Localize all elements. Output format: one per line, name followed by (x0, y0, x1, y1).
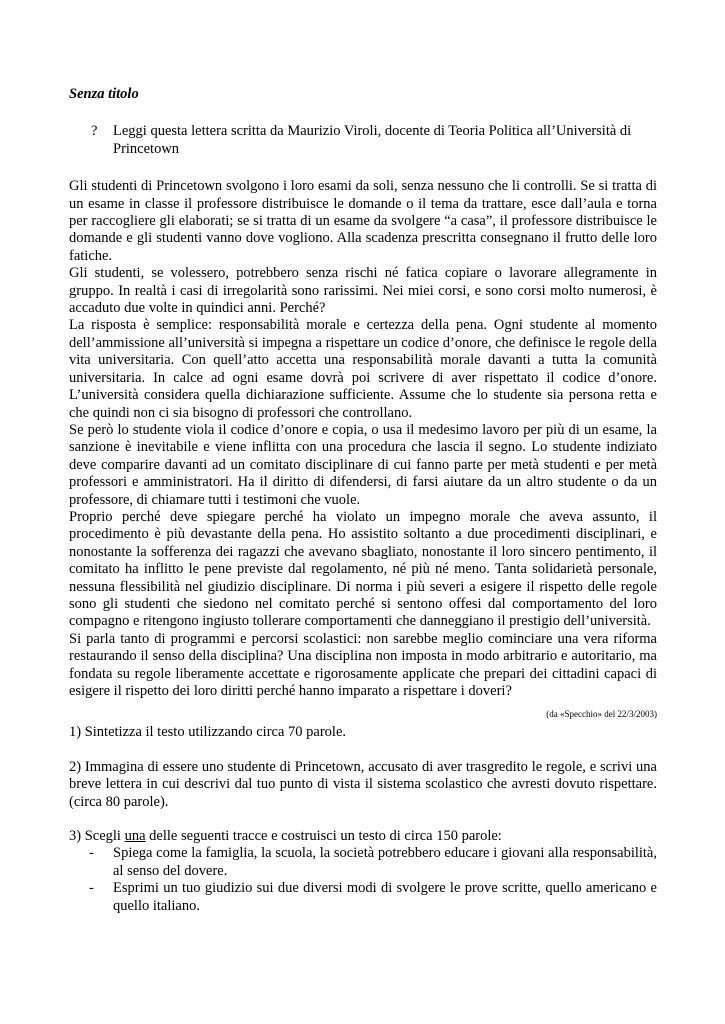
document-title: Senza titolo (69, 86, 139, 102)
letter-paragraph-1: Gli studenti di Princetown svolgono i loro esami da soli, senza nessuno che li controlli. Se si tratta di un esame in classe il professore distribuisce le domande o il tema da trattare, esce dall’aula e torna per raccogliere gli elaborati; se si tratta di un esame da svolgere “a casa”, il professore distribuisce le domande e gli studenti vanno dove vogliono. Alla scadenza prescritta consegnano il frutto delle loro fatiche. (69, 178, 657, 264)
letter-paragraph-6: Si parla tanto di programmi e percorsi scolastici: non sarebbe meglio cominciare una vera riforma restaurando il senso della disciplina? Una disciplina non imposta in modo arbitrario e autoritario, ma fondata su regole liberamente accettate e rigorosamente applicate che prepari dei cittadini capaci di esigere il rispetto dei loro diritti perché hanno imparato a rispettare i doveri? (69, 630, 657, 699)
task-3 (69, 828, 657, 845)
intro-text: Leggi questa lettera scritta da Maurizio Viroli, docente di Teoria Politica all’Università di Princetown (113, 123, 632, 157)
intro-line (91, 123, 657, 158)
task-3-lead: 3) Scegli (69, 828, 125, 845)
document-page (69, 86, 657, 915)
task-3-options (69, 845, 657, 915)
bullet-dash-icon: - (89, 880, 94, 897)
letter-paragraph-4: Se però lo studente viola il codice d’onore e copia, o usa il medesimo lavoro per più di un esame, la sanzione è inevitabile e viene inflitta con una procedura che lascia il segno. Lo studente indiziato deve comparire davanti ad un comitato disciplinare di cui fanno parte per metà studenti e per metà professori e amministratori. Ha il diritto di difendersi, di farsi aiutare da un altro studente o da un professore, di chiamare tutti i testimoni che vuole. (69, 421, 657, 508)
question-mark-icon: ? (91, 123, 98, 140)
list-item (69, 845, 657, 880)
letter-paragraph-2: Gli studenti, se volessero, potrebbero senza rischi né fatica copiare o lavorare allegramente in gruppo. In realtà i casi di irregolarità sono rarissimi. Nei miei corsi, e sono corsi molto numerosi, è accaduto due volte in quindici anni. Perché? (69, 265, 657, 317)
source-citation: (da «Specchio» del 22/3/2003) (546, 709, 657, 720)
option-text: Spiega come la famiglia, la scuola, la società potrebbero educare i giovani alla responsabilità, al senso del dovere. (113, 845, 657, 879)
letter-paragraph-3: La risposta è semplice: responsabilità morale e certezza della pena. Ogni studente al momento dell’ammissione all’università si impegna a rispettare un codice d’onore, che definisce le regole della vita universitaria. Con quell’atto accetta una responsabilità morale davanti a tutta la comunità universitaria. In calce ad ogni esame dovrà poi scrivere di aver rispettato il codice d’onore. L’università considera quella dichiarazione sufficiente. Assume che lo studente sia persona retta e che quindi non ci sia bisogno di professori che controllano. (69, 317, 657, 421)
task-3-underlined: una (124, 828, 146, 845)
task-1: 1) Sintetizza il testo utilizzando circa 70 parole. (69, 724, 347, 741)
bullet-dash-icon: - (89, 845, 94, 862)
task-3-rest: delle seguenti tracce e costruisci un testo di circa 150 parole: (145, 828, 502, 845)
letter-paragraph-5: Proprio perché deve spiegare perché ha violato un impegno morale che aveva assunto, il procedimento è più devastante della pena. Ho assistito soltanto a due procedimenti disciplinari, e nonostante la sofferenza dei ragazzi che avevano sbagliato, nonostante il loro sincero pentimento, il comitato ha inflitto le pene previste dal regolamento, né più né meno. Tanta solidarietà personale, nessuna flessibilità nel giudizio disciplinare. Di norma i più severi a esigere il rispetto delle regole sono gli studenti che siedono nel comitato perché si sentono offesi dal comportamento del loro compagno e ritengono ingiusto tollerare comportamenti che danneggiano il prestigio dell’università. (69, 508, 657, 630)
option-text: Esprimi un tuo giudizio sui due diversi modi di svolgere le prove scritte, quello americano e quello italiano. (113, 880, 657, 914)
list-item (69, 880, 657, 915)
letter-body (69, 178, 657, 700)
task-2: 2) Immagina di essere uno studente di Princetown, accusato di aver trasgredito le regole, e scrivi una breve lettera in cui descrivi dal tuo punto di vista il sistema scolastico che avresti dovuto rispettare. (circa 80 parole). (69, 758, 657, 810)
